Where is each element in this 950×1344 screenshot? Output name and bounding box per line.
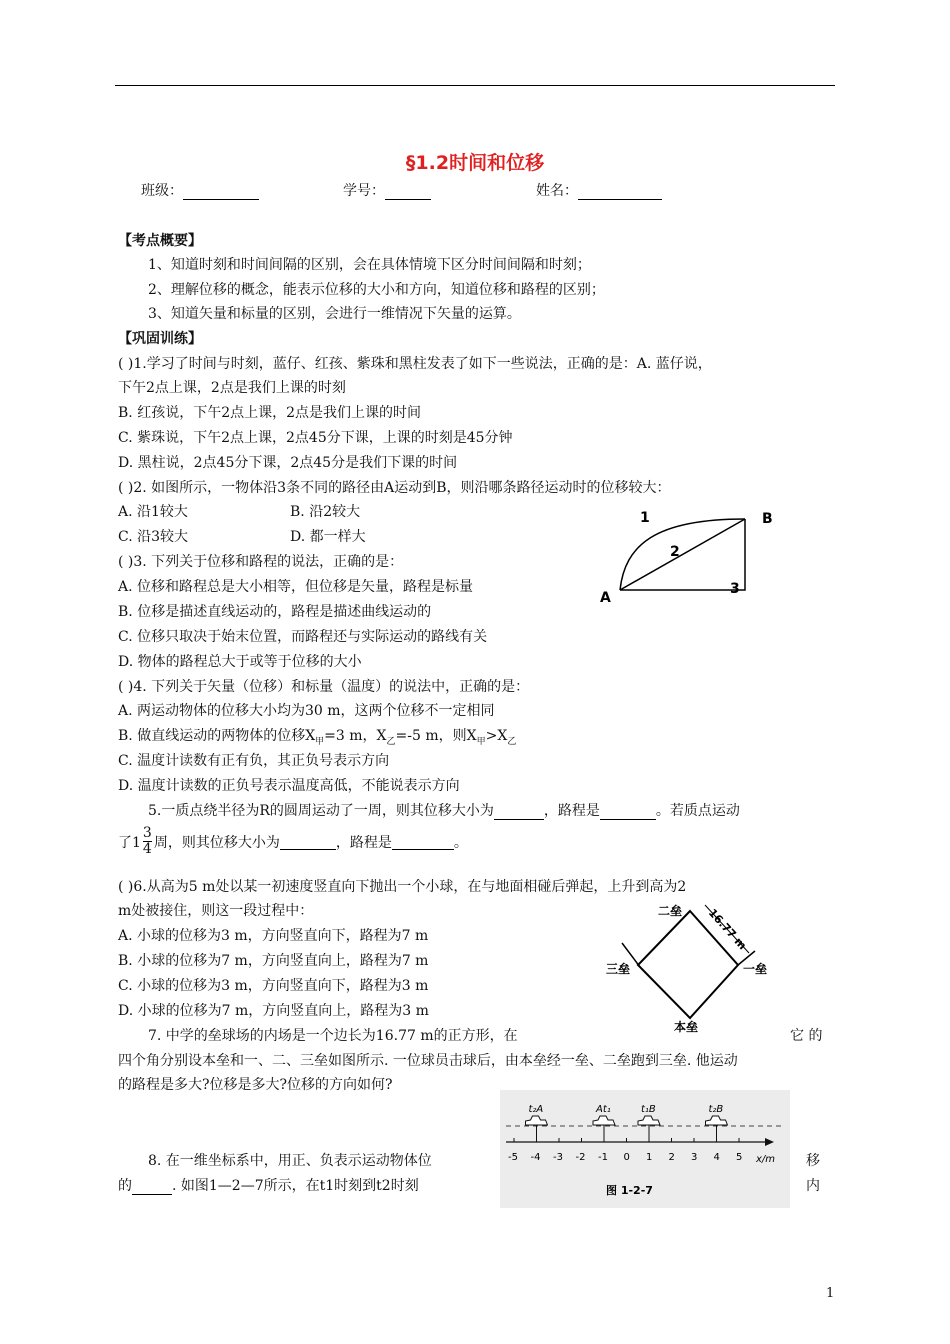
subscript: 乙 xyxy=(386,736,396,747)
q2-stem: ( )2. 如图所示，一物体沿3条不同的路径由A运动到B，则沿哪条路径运动时的位移较大： xyxy=(118,480,671,496)
q8-blank[interactable] xyxy=(132,1194,172,1195)
class-blank[interactable] xyxy=(183,199,259,200)
q5-text: ，路程是 xyxy=(335,834,392,851)
fraction-numerator: 3 xyxy=(142,825,152,841)
q6-option-d: D. 小球的位移为7 m，方向竖直向上，路程为3 m xyxy=(118,1003,429,1019)
q5-text: 。 xyxy=(453,834,468,851)
q5-text: ，路程是 xyxy=(543,803,600,819)
car-label: t₂A xyxy=(528,1104,544,1115)
car-icon xyxy=(593,1116,615,1140)
overview-item: 1、知道时刻和时间间隔的区别，会在具体情境下区分时间间隔和时刻； xyxy=(148,257,591,273)
q8-text: . 如图1—2—7所示，在t1时刻到t2时刻 xyxy=(172,1178,419,1194)
q7-line1-end: 它 的 xyxy=(790,1028,823,1044)
q5-blank-2[interactable] xyxy=(600,819,656,820)
subscript: 乙 xyxy=(507,736,517,747)
q1-option-c: C. 紫珠说，下午2点上课，2点45分下课，上课的时刻是45分钟 xyxy=(118,430,513,446)
class-label: 班级： xyxy=(141,183,183,199)
q2-option-c: C. 沿3较大 xyxy=(118,529,189,545)
q6-stem: ( )6.从高为5 m处以某一初速度竖直向下抛出一个小球，在与地面相碰后弹起，上升到高为2 xyxy=(118,879,687,895)
id-blank[interactable] xyxy=(385,199,431,200)
name-blank[interactable] xyxy=(578,199,662,200)
q1-option-a: 下午2点上课，2点是我们上课的时刻 xyxy=(118,380,346,396)
q6-option-a: A. 小球的位移为3 m，方向竖直向下，路程为7 m xyxy=(118,928,429,944)
paths-figure xyxy=(595,505,790,610)
q1-stem: ( )1.学习了时间与时刻，蓝仔、红孩、紫珠和黑柱发表了如下一些说法，正确的是：A. 蓝仔说， xyxy=(118,356,712,372)
name-field xyxy=(536,180,662,200)
subscript: 甲 xyxy=(476,736,486,747)
q8-line2 xyxy=(118,1175,419,1195)
car-group xyxy=(526,1104,728,1140)
home-plate-label: 本垒 xyxy=(674,1020,699,1033)
overview-item: 2、理解位移的概念，能表示位移的大小和方向，知道位移和路程的区别； xyxy=(148,282,605,298)
section-training: 【巩固训练】 xyxy=(118,331,202,347)
q6-stem-cont: m处被接住，则这一段过程中： xyxy=(118,903,314,919)
header-rule xyxy=(115,85,835,86)
q5-text: 了1 xyxy=(118,834,141,851)
q5-text: 。若质点运动 xyxy=(655,803,740,819)
side-length-label: 16.77 m xyxy=(705,906,749,953)
q5-fraction xyxy=(143,826,152,857)
q3-option-c: C. 位移只取决于始末位置，而路程还与实际运动的路线有关 xyxy=(118,629,488,645)
car-label: At₁ xyxy=(596,1104,611,1115)
q7-line3: 的路程是多大?位移是多大?位移的方向如何? xyxy=(118,1077,393,1093)
point-b-label: B xyxy=(762,511,773,527)
q4-option-d: D. 温度计读数的正负号表示温度高低，不能说表示方向 xyxy=(118,778,460,794)
q4-b-text: =-5 m，则X xyxy=(395,728,477,744)
q6-option-b: B. 小球的位移为7 m，方向竖直向上，路程为7 m xyxy=(118,953,429,969)
q3-option-b: B. 位移是描述直线运动的，路程是描述曲线运动的 xyxy=(118,604,432,620)
id-field xyxy=(343,180,431,200)
q2-option-b: B. 沿2较大 xyxy=(290,504,361,520)
q3-stem: ( )3. 下列关于位移和路程的说法，正确的是： xyxy=(118,554,404,570)
axis-tick-label: 0 xyxy=(623,1152,630,1163)
axis-svg xyxy=(500,1090,790,1208)
path-label-2: 2 xyxy=(670,544,680,560)
first-base-label: 一垒 xyxy=(743,962,768,976)
q5-blank-3[interactable] xyxy=(280,833,336,850)
baseball-diamond-figure xyxy=(600,893,780,1033)
q4-b-text: =3 m，X xyxy=(324,728,387,744)
axis-tick-label: -4 xyxy=(530,1152,541,1163)
car-label: t₁B xyxy=(641,1104,656,1115)
q4-option-a: A. 两运动物体的位移大小均为30 m，这两个位移不一定相同 xyxy=(118,703,495,719)
q4-option-b xyxy=(118,725,516,747)
q7-line1: 7. 中学的垒球场的内场是一个边长为16.77 m的正方形，在 xyxy=(148,1028,518,1044)
q1-option-b: B. 红孩说，下午2点上课，2点是我们上课的时间 xyxy=(118,405,422,421)
q2-option-d: D. 都一样大 xyxy=(290,529,366,545)
q8-line1: 8. 在一维坐标系中，用正、负表示运动物体位 xyxy=(148,1153,432,1169)
axis-tick-label: 4 xyxy=(713,1152,720,1163)
q8-text: 的 xyxy=(118,1178,132,1194)
axis-tick-label: 1 xyxy=(646,1152,653,1163)
q8-line1-end: 移 xyxy=(806,1153,820,1169)
q4-option-c: C. 温度计读数有正有负，其正负号表示方向 xyxy=(118,753,390,769)
fraction-denominator: 4 xyxy=(142,841,152,857)
q5-blank-4[interactable] xyxy=(392,833,454,850)
q5-line2 xyxy=(118,826,468,862)
point-a-label: A xyxy=(600,590,611,606)
car-icon xyxy=(706,1116,728,1140)
q4-b-text: B. 做直线运动的两物体的位移X xyxy=(118,728,316,744)
car-icon xyxy=(526,1116,548,1140)
axis-tick-label: 5 xyxy=(736,1152,743,1163)
q5-text: 周，则其位移大小为 xyxy=(153,834,280,851)
id-label: 学号： xyxy=(343,183,385,199)
overview-item: 3、知道矢量和标量的区别，会进行一维情况下矢量的运算。 xyxy=(148,306,521,322)
q2-option-a: A. 沿1较大 xyxy=(118,504,188,520)
axis-tick-label: -2 xyxy=(575,1152,586,1163)
q5-text: 5.一质点绕半径为R的圆周运动了一周，则其位移大小为 xyxy=(148,803,494,819)
path-label-3: 3 xyxy=(730,581,740,597)
path-label-1: 1 xyxy=(640,510,650,526)
axis-tick-label: 2 xyxy=(668,1152,675,1163)
axis-label: x/m xyxy=(756,1154,776,1165)
axis-tick-label: -1 xyxy=(598,1152,608,1163)
axis-tick-label: -3 xyxy=(553,1152,563,1163)
subscript: 甲 xyxy=(315,736,325,747)
q4-stem: ( )4. 下列关于矢量（位移）和标量（温度）的说法中，正确的是： xyxy=(118,679,530,695)
page-title: §1.2时间和位移 xyxy=(405,152,545,174)
q3-option-d: D. 物体的路程总大于或等于位移的大小 xyxy=(118,654,362,670)
axis-tick-label: -5 xyxy=(508,1152,518,1163)
q6-option-c: C. 小球的位移为3 m，方向竖直向下，路程为3 m xyxy=(118,978,429,994)
q5-blank-1[interactable] xyxy=(494,819,544,820)
name-label: 姓名： xyxy=(536,183,578,199)
q7-line2: 四个角分别设本垒和一、二、三垒如图所示. 一位球员击球后，由本垒经一垒、二垒跑到三垒. 他运动 xyxy=(118,1053,738,1069)
axis-figure xyxy=(500,1090,790,1208)
q4-b-text: >X xyxy=(485,728,508,744)
class-field xyxy=(141,180,259,200)
car-label: t₂B xyxy=(708,1104,724,1115)
q3-option-a: A. 位移和路程总是大小相等，但位移是矢量，路程是标量 xyxy=(118,579,474,595)
third-base-label: 三垒 xyxy=(606,962,631,976)
section-overview: 【考点概要】 xyxy=(118,233,202,249)
axis-arrow xyxy=(765,1138,774,1146)
second-base-label: 二垒 xyxy=(658,904,683,918)
q1-option-d: D. 黑柱说，2点45分下课，2点45分是我们下课的时间 xyxy=(118,455,458,471)
axis-tick-label: 3 xyxy=(691,1152,698,1163)
car-icon xyxy=(638,1116,660,1140)
page-number: 1 xyxy=(826,1286,835,1301)
q5-line1 xyxy=(148,800,740,820)
q8-line2-end: 内 xyxy=(806,1178,820,1194)
figure-caption: 图 1-2-7 xyxy=(606,1184,653,1197)
path-2-line xyxy=(620,519,745,590)
